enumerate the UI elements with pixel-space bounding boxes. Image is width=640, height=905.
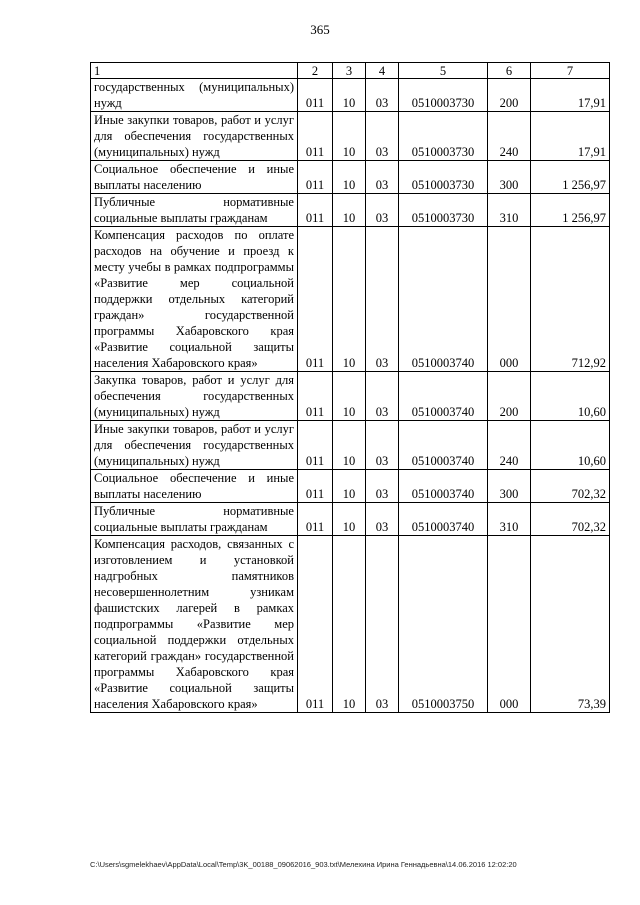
table-row [91, 79, 610, 112]
row-col3-cell: 10 [333, 470, 366, 503]
row-name-cell: Компенсация расходов, связанных с изготовлением и установкой надгробных памятников несовершеннолетним узникам фашистских лагерей в рамках подпрограммы «Развитие мер социальной поддержки отдельных категорий граждан» государственной программы Хабаровского края «Развитие социальной защиты населения Хабаровского края» [91, 536, 298, 713]
column-header-5: 5 [399, 63, 488, 79]
budget-table [90, 62, 610, 713]
row-col3-cell: 10 [333, 112, 366, 161]
row-col7-cell: 17,91 [531, 79, 610, 112]
row-col3-cell: 10 [333, 227, 366, 372]
column-header-1: 1 [91, 63, 298, 79]
column-header-6: 6 [488, 63, 531, 79]
row-name-cell: Компенсация расходов по оплате расходов на обучение и проезд к месту учебы в рамках подпрограммы «Развитие мер социальной поддержки отдельных категорий граждан» государственной программы Хабаровского края «Развитие социальной защиты населения Хабаровского края» [91, 227, 298, 372]
row-col4-cell: 03 [366, 536, 399, 713]
row-col5-cell: 0510003730 [399, 161, 488, 194]
row-col7-cell: 1 256,97 [531, 194, 610, 227]
row-col7-cell: 712,92 [531, 227, 610, 372]
column-header-2: 2 [298, 63, 333, 79]
column-header-7: 7 [531, 63, 610, 79]
row-col6-cell: 310 [488, 503, 531, 536]
table-row [91, 536, 610, 713]
row-col2-cell: 011 [298, 194, 333, 227]
row-col2-cell: 011 [298, 470, 333, 503]
row-col6-cell: 000 [488, 227, 531, 372]
row-col6-cell: 200 [488, 79, 531, 112]
row-col7-cell: 702,32 [531, 503, 610, 536]
row-name-cell: Социальное обеспечение и иные выплаты населению [91, 470, 298, 503]
row-name-cell: Публичные нормативные социальные выплаты гражданам [91, 503, 298, 536]
row-col6-cell: 300 [488, 161, 531, 194]
row-col2-cell: 011 [298, 227, 333, 372]
table-row [91, 372, 610, 421]
row-col4-cell: 03 [366, 79, 399, 112]
row-col7-cell: 73,39 [531, 536, 610, 713]
row-col7-cell: 10,60 [531, 421, 610, 470]
row-col6-cell: 310 [488, 194, 531, 227]
row-col2-cell: 011 [298, 161, 333, 194]
table-row [91, 421, 610, 470]
row-col5-cell: 0510003740 [399, 503, 488, 536]
column-header-3: 3 [333, 63, 366, 79]
row-name-cell: Иные закупки товаров, работ и услуг для обеспечения государственных (муниципальных) нужд [91, 421, 298, 470]
row-col6-cell: 240 [488, 421, 531, 470]
row-col3-cell: 10 [333, 79, 366, 112]
row-col4-cell: 03 [366, 503, 399, 536]
row-col4-cell: 03 [366, 194, 399, 227]
row-col7-cell: 702,32 [531, 470, 610, 503]
table-row [91, 161, 610, 194]
table-body [91, 79, 610, 713]
row-col3-cell: 10 [333, 503, 366, 536]
row-col5-cell: 0510003740 [399, 470, 488, 503]
row-col5-cell: 0510003750 [399, 536, 488, 713]
row-name-cell: Публичные нормативные социальные выплаты гражданам [91, 194, 298, 227]
row-col4-cell: 03 [366, 161, 399, 194]
row-col4-cell: 03 [366, 421, 399, 470]
row-col7-cell: 10,60 [531, 372, 610, 421]
table-row [91, 227, 610, 372]
row-col4-cell: 03 [366, 470, 399, 503]
row-name-cell: государственных (муниципальных) нужд [91, 79, 298, 112]
table-header-row [91, 63, 610, 79]
row-name-cell: Социальное обеспечение и иные выплаты населению [91, 161, 298, 194]
row-col5-cell: 0510003730 [399, 79, 488, 112]
row-col4-cell: 03 [366, 112, 399, 161]
row-col5-cell: 0510003730 [399, 112, 488, 161]
row-col6-cell: 200 [488, 372, 531, 421]
row-col2-cell: 011 [298, 372, 333, 421]
row-col5-cell: 0510003740 [399, 421, 488, 470]
table-row [91, 112, 610, 161]
page-number: 365 [310, 22, 330, 37]
row-col5-cell: 0510003740 [399, 372, 488, 421]
table-row [91, 470, 610, 503]
row-name-cell: Иные закупки товаров, работ и услуг для обеспечения государственных (муниципальных) нужд [91, 112, 298, 161]
column-header-4: 4 [366, 63, 399, 79]
file-path-footer: C:\Users\sgmelekhaev\AppData\Local\Temp\3K_00188_09062016_903.txt\Мелехина Ирина Геннадьевна\14.06.2016 12:02:20 [90, 860, 517, 869]
row-name-cell: Закупка товаров, работ и услуг для обеспечения государственных (муниципальных) нужд [91, 372, 298, 421]
row-col3-cell: 10 [333, 372, 366, 421]
row-col4-cell: 03 [366, 372, 399, 421]
row-col3-cell: 10 [333, 421, 366, 470]
table-row [91, 503, 610, 536]
row-col2-cell: 011 [298, 112, 333, 161]
row-col6-cell: 300 [488, 470, 531, 503]
row-col4-cell: 03 [366, 227, 399, 372]
row-col7-cell: 1 256,97 [531, 161, 610, 194]
row-col2-cell: 011 [298, 536, 333, 713]
row-col3-cell: 10 [333, 194, 366, 227]
row-col5-cell: 0510003740 [399, 227, 488, 372]
row-col6-cell: 000 [488, 536, 531, 713]
row-col6-cell: 240 [488, 112, 531, 161]
row-col2-cell: 011 [298, 503, 333, 536]
row-col7-cell: 17,91 [531, 112, 610, 161]
row-col3-cell: 10 [333, 161, 366, 194]
row-col5-cell: 0510003730 [399, 194, 488, 227]
table-row [91, 194, 610, 227]
row-col3-cell: 10 [333, 536, 366, 713]
row-col2-cell: 011 [298, 79, 333, 112]
row-col2-cell: 011 [298, 421, 333, 470]
